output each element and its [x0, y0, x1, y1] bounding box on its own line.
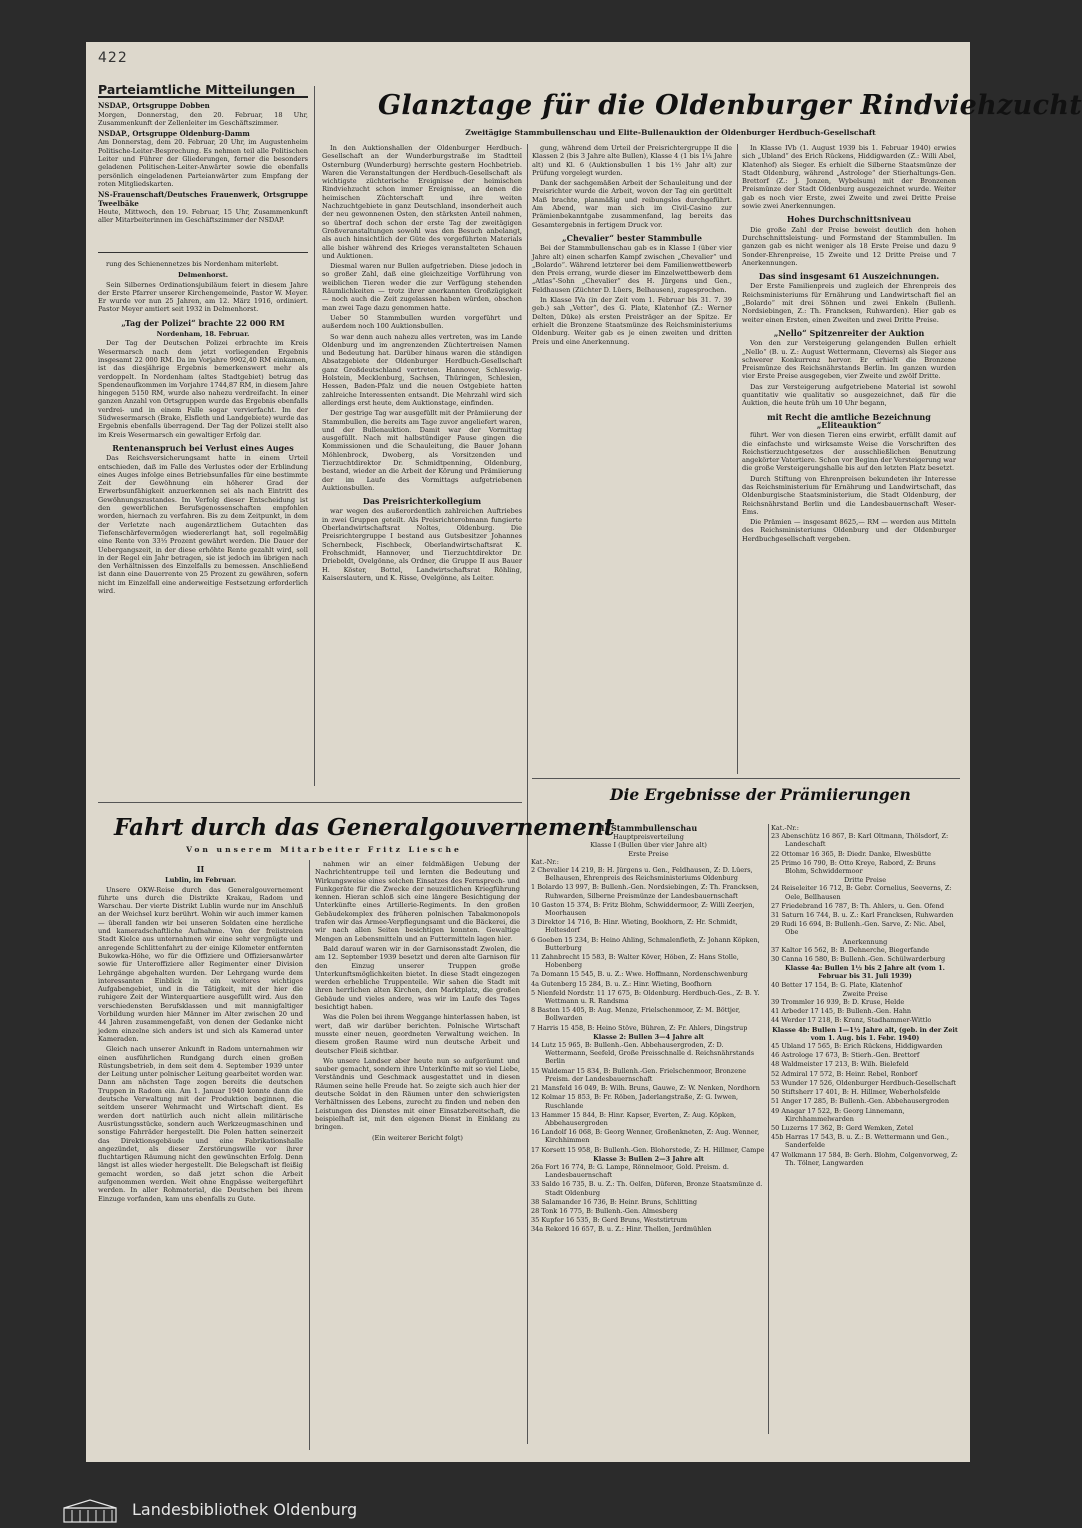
results-kat-label: Kat.-Nr.:	[771, 824, 799, 832]
article-text: nahmen wir an einer feldmäßigen Uebung der Nachrichtentruppe teil und lernten die Bedeutung und Wirkungsweise eines solchen Einsatzes des Fernsprech- und Funkgeräte für die Zwecke der neuzeitlichen Kriegführung kennen. Hieran schloß sich eine längere Besichtigung der Unterkünfte eines Artillerie-Regiments. In den großen Gebäudekomplex des früheren polnischen Tabakmonopols trafen wir das Armee-Verpflegungsamt und die Bäckerei, die wir nach allen Seiten besichtigen konnten. Gewaltige Mengen an Lebensmitteln und an Futtermitteln lagen hier.	[315, 860, 520, 943]
results-prize-label: Anerkennung	[842, 937, 888, 946]
results-class-title: Klasse 4b: Bullen 1—1½ Jahre alt, (geb. in der Zeit vom 1. Aug. bis 1. Febr. 1940)	[772, 1025, 958, 1042]
article-text: Von den zur Versteigerung gelangenden Bullen erhielt „Nello“ (B. u. Z.: August Wettermann, Cleverns) als Sieger aus schwerer Konkurrenz hervor. Er erhielt die Bronzene Preismünze des Reichsnährstands Berlin. Im ganzen wurden vier Erste Preise ausgegeben, vier Zweite und zwölf Dritte.	[742, 339, 956, 381]
result-entry: 52 Admiral 17 572, B: Heinr. Rebel, Ronborf	[771, 1069, 918, 1078]
column-divider	[309, 860, 310, 1450]
lower-article-column-1	[98, 860, 303, 1450]
article-text: In Klasse IVa (in der Zeit vom 1. Februar bis 31. 7. 39 geb.) sah „Vetter“, des G. Plate, Klatenhof (Z.: Werner Delten, Düke) als ersten Preisträger an der Spitze. Er erhielt die Bronzene Staatsmünze des Reichsministeriums Oldenburg. Weiter gab es je einen zweiten und dritten Preis und eine Anerkennung.	[532, 296, 732, 346]
article-heading: „Tag der Polizei“ brachte 22 000 RM	[121, 317, 285, 328]
result-entry: 7a Domann 15 545, B. u. Z.: Wwe. Hoffmann, Nordenschwenburg	[531, 970, 748, 979]
result-entry: 12 Kolmar 15 853, B: Fr. Röben, Jaderlangstraße, Z: G. Iwwen, Ruschlande	[531, 1093, 739, 1110]
result-entry: 41 Arbeder 17 145, B: Bullenh.-Gen. Hahn	[771, 1007, 912, 1016]
result-entry: 50 Stiftsherr 17 401, B: H. Hillmer, Weberholsfelde	[771, 1088, 941, 1097]
result-entry: 2 Chevalier 14 219, B: H. Jürgens u. Gen., Feldhausen, Z: D. Lüers, Belhausen, Ehrenpreis des Reichsministeriums Oldenburg	[531, 866, 753, 883]
results-list-left	[531, 824, 766, 1434]
result-entry: 16 Landolf 16 068, B: Georg Wenner, Großenkneten, Z: Aug. Wenner, Kirchhimmen	[531, 1128, 760, 1145]
article-text: Der gestrige Tag war ausgefüllt mit der Prämiierung der Stammbullen, die bereits am Tage zuvor angeliefert waren, und der Bullenauktion. Damit war der Vormittag ausgefüllt. Nach mit halbstündiger Pause gingen die Kommissionen und die Schauleitung, die Bauer Johann Möhlenbrock, Dwoberg, als Vorsitzenden und Tierzuchtdirektor Dr. Schmidtpenning, Oldenburg, bestand, wieder an die Arbeit der Körung und Prämiierung der im Laufe des Vormittags aufgetriebenen Auktionsbullen.	[322, 409, 522, 492]
dateline: Nordenham, 18. Februar.	[156, 330, 250, 339]
article-text: In Klasse IVb (1. August 1939 bis 1. Februar 1940) erwies sich „Ubland“ des Erich Rückens, Hiddigwarden (Z.: Willi Abel, Klatenhof) als Sieger. Es erhielt die Silberne Staatsmünze der Stadt Oldenburg, während „Astrologe“ der Stierhaltungs-Gen. Brettorf (Z.: J. Jonzen, Wybelsum) mit der Bronzenen Preismünze der Stadt Oldenburg ausgezeichnet wurde. Weiter gab es noch vier Erste, zwei Zweite und zwei Dritte Preise sowie zwei Anerkennungen.	[742, 144, 956, 211]
result-entry: 17 Korsett 15 958, B: Bullenh.-Gen. Blohorstede, Z: H. Hillmer, Campe	[531, 1145, 765, 1154]
library-name: Landesbibliothek Oldenburg	[132, 1500, 358, 1519]
notice-item	[98, 191, 308, 224]
result-entry: 38 Salamander 16 736, B: Heinr. Bruns, Schlitting	[531, 1197, 698, 1206]
article-text: Unsere OKW-Reise durch das Generalgouvernement führte uns durch die Distrikte Krakau, Radom und Warschau. Der vierte Distrikt Lublin wurde nur im Anschluß an der Weichsel kurz berührt. Wohin wir auch immer kamen — überall fanden wir bei unseren Soldaten eine herzliche und kameradschaftliche Aufnahme. Von der freiistreien Stadt Kielce aus unternahmen wir eine sehr vergnügte und anregende Schlittenfahrt zu der einige Kilometer entfernten Bukowka-Höhe, wo für die Offiziere und Offiziersanwärter sowie für Unteroffiziere aller Regimenter einer Division Lehrgänge abgehalten wurden. Der Lehrgang wurde dem interessanten Einblick in ein weiteres wichtiges Aufgabengebiet, und in die Tätigkeit, mit der hier die ruhigere Zeit der Winterquartiere ausgefüllt wird. Aus den verschiedensten Berufsklassen und mit mannigfaltiger Vorbildung wurden hier Männer im Alter zwischen 20 und 44 Jahren zusammengefaßt, von denen der Gedanke nicht jedem einzelne sich anders ist und sich als Kamerad unter Kameraden.	[98, 885, 303, 1043]
article-text: Die Prämien — insgesamt 8625,— RM — werden aus Mitteln des Reichsministeriums Oldenburg und der Oldenburger Herdbuchgesellschaft vergeben.	[742, 518, 956, 543]
result-entry: 5 Nienfeld Nordstr. 11 17 675, B: Oldenburg. Herdbuch-Ges., Z: B. Y. Wettmann u. R. Randsma	[531, 988, 760, 1006]
result-entry: 35 Kupfer 16 535, B: Gerd Bruns, Weststirtrum	[531, 1216, 687, 1225]
article-text: Der Tag der Deutschen Polizei erbrachte im Kreis Wesermarsch nach dem jetzt vorliegenden Ergebnis insgesamt 22 000 RM. Da im Vorjahre 9902,40 RM einkamen, ist das diesjährige Ergebnis bemerkenswert mehr als verdoppelt. In Nordenham (altes Stadtgebiet) betrug das Spendenaufkommen im Vorjahre 1744,87 RM, in diesem Jahre hingegen 5150 RM, wurde also nahezu verdreifacht. In einer ganzen Anzahl von Ortsgruppen wurde das Ergebnis ebenfalls verdrei- und in einem Falle sogar vervierfacht. Im der Südwesermarsch (Brake, Elsfleth und Landgebiete) wurde das Ergebnis ebenfalls überragend. Der Tag der Polizei stellt also im Kreis Wesermarsch ein gewaltiger Erfolg dar.	[98, 339, 308, 439]
article-text: Diesmal waren nur Bullen aufgetrieben. Diese jedoch in so großer Zahl, daß eine gleichzeitige Vorführung von weiblichen Tieren weder die zur Verfügung stehenden Räumlichkeiten — trotz ihrer anerkannten Großzügigkeit — noch auch die Zeit zugelassen haben würden, obschon man zwei Tage dazu genommen hatte.	[322, 262, 522, 312]
result-entry: 10 Gaston 15 374, B: Fritz Blohm, Schwiddermoor, Z: Willi Zeerjen, Moorhausen	[531, 900, 755, 918]
article-text: Bald darauf waren wir in der Garnisonsstadt Zwolen, die am 12. September 1939 besetzt und deren alte Garnison für den Einzug unserer Truppen große Unterkunftsmöglichkeiten bietet. In diese Stadt eingezogen werden erhebliche Truppenteile. Wir sahen die Stadt mit ihren herrlichen alten Kirchen, den Marktplatz, die großen Gebäude und vieles andere, was wir im Laufe des Tages besichtigt haben.	[315, 944, 520, 1012]
article-text: In den Auktionshallen der Oldenburger Herdbuch-Gesellschaft an der Wunderburgstraße im Stadtteil Osternburg (Wunderburg) herrschte gestern Hochbetrieb. Waren die Veranstaltungen der Herdbuch-Gesellschaft als wichtigste züchterische Ereignisse der heimischen Rindviehzucht schon immer Ereignisse, an denen die heimischen Züchterschaft und ihre weiten Nachzuchtgebiete in ganz Deutschland, insonderheit auch der neu gewonnenen Osten, den stärksten Anteil nahmen, so übertraf doch schon der erste Tag der zweitägigen Großveranstaltungen sowohl was den Besuch anbelangt, als auch hinsichtlich der Güte des vorgeführten Materials alle bisher während des Krieges veranstalteten Schauen und Auktionen.	[322, 144, 522, 260]
result-entry: 33 Saldo 16 735, B. u. Z.: Th. Oelfen, Düferen, Bronze Staatsmünze d. Stadt Oldenburg	[531, 1180, 763, 1197]
result-entry: 6 Goeben 15 234, B: Heino Ahling, Schmalenfleth, Z: Johann Köpken, Butterburg	[531, 935, 760, 952]
result-entry: 4a Gutenberg 15 284, B. u. Z.: Hinr. Wieting, Boofhorn	[531, 979, 712, 988]
result-entry: 51 Anger 17 285, B: Bullenh.-Gen. Abbehausergroden	[771, 1097, 950, 1106]
result-entry: 21 Mansfeld 16 049, B: Wilh. Bruns, Gauwe, Z: W. Nenken, Nordhorn	[531, 1084, 760, 1093]
library-footer	[0, 1494, 1000, 1528]
notice-body: Am Donnerstag, dem 20. Februar, 20 Uhr, im Augustenheim Politische-Leiter-Besprechung. Es nehmen teil alle Politischen Leiter und Führer der Gliederungen, ferner die besonders geladenen Politischen-Leiter-Anwärter sowie die ebenfalls persönlich eingeladenen Parteianwärter zum Empfang der roten Mitgliedskarten.	[98, 138, 308, 188]
results-section-title: 1. Stammbullenschau	[599, 823, 698, 833]
result-entry: 24 Reiseleiter 16 712, B: Gebr. Cornelius, Seeverns, Z: Oele, Bellhausen	[771, 884, 952, 901]
results-list-right	[771, 824, 959, 1434]
article-subheading: Hohes Durchschnittsniveau	[786, 214, 912, 225]
notice-title: NSDAP., Ortsgruppe Oldenburg-Damm	[98, 129, 250, 139]
result-entry: 49 Anagar 17 522, B: Georg Linnemann, Kirchhammelwarden	[771, 1106, 905, 1123]
article-text: rung des Schienennetzes bis Nordenham miterlebt.	[106, 260, 279, 268]
newspaper-page	[86, 42, 1082, 1462]
article-subheading: „Chevalier“ bester Stammbulle	[562, 232, 702, 243]
main-article-column-3	[742, 144, 956, 774]
result-entry: 11 Zahnbrecht 15 583, B: Walter Köver, Höben, Z: Hans Stolle, Hobenberg	[531, 953, 739, 970]
main-article-column-1	[322, 144, 522, 796]
notice-item	[98, 130, 308, 188]
result-entry: 7 Harris 15 458, B: Heino Stöve, Bühren, Z: Fr. Ahlers, Dingstrup	[531, 1023, 748, 1032]
result-entry: 34a Rekord 16 657, B. u. Z.: Hinr. Thellen, Jerdmühlen	[531, 1225, 712, 1234]
column-divider	[768, 824, 769, 1434]
article-subheading: mit Recht die amtliche Bezeichnung „Eliteauktion“	[767, 411, 931, 430]
result-entry: 26a Fort 16 774, B: G. Lampe, Rönnelmoor, Gold. Preism. d. Landesbauernschaft	[531, 1162, 729, 1180]
column-divider	[737, 144, 738, 774]
article-text: Gleich nach unserer Ankunft in Radom unternahmen wir einen ausführlichen Rundgang durch einen großen Rüstungsbetrieb, in dem seit dem 4. September 1939 unter der Leitung unter polnischer Leitung gearbeitet worden war. Dann am nächsten Tage zogen bereits die deutschen Truppen in Radom ein. Am 1. Januar 1940 konnte dann die deutsche Verwaltung mit der Produktion beginnen, die seitdem unserer Wehrmacht und Wirtschaft dient. Es werden dort natürlich auch nicht allein militärische Ausrüstungsstücke, sondern auch Werkzeugmaschinen und sonstige Fahrräder hergestellt. Die Polen hatten seinerzeit das Direktionsgebäude und eine Fabrikationshalle angezündet, als dieser Zerstörungswille vor ihrer fluchtartigen Räumung nicht den gewünschten Erfolg. Denn längst ist alles wieder hergestellt. Die Belegschaft ist fleißig gemacht worden, so daß jetzt schon die Arbeit aufgenommen werden. Weit ohne Engpässe weitergeführt werden. In aller Rohmaterial, die Deutschen bei ihrem Einzuge vorfanden, kam uns ebenfalls zu Gute.	[98, 1045, 303, 1203]
article-text: gung, während dem Urteil der Preisrichtergruppe II die Klassen 2 (bis 3 Jahre alte Bullen), Klasse 4 (1 bis 1¼ Jahre alt) und Kl. 6 (Auktionsbullen 1 bis 1½ Jahr alt) zur Prüfung vorgelegt wurden.	[532, 144, 732, 177]
article-text: Was die Polen bei ihrem Weggange hinterlassen haben, ist wert, daß wir darüber berichten. Polnische Wirtschaft musste einer neuen, geordneten Verwaltung weichen. In diesem großen Raume wird nun deutsche Arbeit und deutscher Fleiß sichtbar.	[315, 1013, 520, 1055]
lower-headline: Fahrt durch das Generalgouvernement	[114, 814, 615, 841]
result-entry: 27 Friedebrand 16 787, B: Th. Ahlers, u. Gen. Ofend	[771, 901, 944, 910]
section-divider	[532, 778, 960, 779]
results-class-title: Klasse 4a: Bullen 1½ bis 2 Jahre alt (vom 1. Februar bis 31. Juli 1939)	[785, 964, 945, 981]
result-entry: 53 Wunder 17 526, Oldenburger Herdbuch-Gesellschaft	[771, 1078, 957, 1087]
article-subheading: Das Preisrichterkollegium	[362, 496, 482, 507]
result-entry: 3 Direktor 14 716, B: Hinr. Wieting, Bookhorn, Z: Hr. Schmidt, Holtesdorf	[531, 918, 738, 935]
result-entry: 48 Waldmeister 17 213, B: Wilh. Bielefeld	[771, 1060, 909, 1069]
result-entry: 15 Waldemar 15 834, B: Bullenh.-Gen. Frielschenmoor, Bronzene Preism. der Landesbauernschaft	[531, 1066, 747, 1083]
continued-note: (Ein weiterer Bericht folgt)	[371, 1133, 463, 1142]
article-text: Dank der sachgemäßen Arbeit der Schauleitung und der Preisrichter wurde die Arbeit, wovon der Tag ein gerüttelt Maß brachte, planmäßig und reibungslos durchgeführt. Am Abend, war man sich im Civil-Casino zur Prämienbekanntgabe zusammenfand, lag bereits das Gesamtergebnis in fertigem Druck vor.	[532, 179, 732, 229]
article-text: Durch Stiftung von Ehrenpreisen bekundeten ihr Interesse das Reichsministerium für Ernährung und Landwirtschaft, das Oldenburgische Staatsministerium, die Stadt Oldenburg, der Reichsnährstand Berlin und die Landesbauernschaft Weser-Ems.	[742, 474, 956, 516]
article-text: Die große Zahl der Preise beweist deutlich den hohen Durchschnittsleistung- und Formstand der Stammbullen. Im ganzen gab es nicht weniger als 18 Erste Preise und dazu 9 Sonder-Ehrenpreise, 15 Zweite und 12 Dritte Preise und 7 Anerkennungen.	[742, 225, 956, 267]
result-entry: 44 Werder 17 218, B: Kranz, Stadhammer-Wittlo	[771, 1016, 932, 1025]
result-entry: 1 Bolardo 13 997, B: Bullenh.-Gen. Nordsiebingen, Z: Th. Francksen, Ruhwarden, Silberne Preismünze der Landesbauernschaft	[531, 883, 759, 900]
results-section-sub: Hauptpreisverteilung	[613, 833, 684, 842]
result-entry: 25 Primo 16 790, B: Otto Kreye, Rabord, Z: Bruns Blohm, Schwiddermoor	[771, 858, 936, 876]
result-entry: 29 Rudi 16 694, B: Bullenh.-Gen. Sarve, Z: Nic. Abel, Obe	[771, 920, 946, 937]
article-text: führt. Wer von diesen Tieren eins erwirbt, erfüllt damit auf die einfachste und wirksamste Weise die Vorschriften des Reichstierzuchtgesetzes der ausschließlichen Benutzung angekörter Vatertiere. Schon vor Beginn der Versteigerung war die große Versteigerungshalle bis auf den letzten Platz besetzt.	[742, 431, 956, 473]
results-class-title: Klasse I (Bullen über vier Jahre alt)	[590, 841, 707, 850]
article-text: Ueber 50 Stammbullen wurden vorgeführt und außerdem noch 100 Auktionsbullen.	[322, 313, 522, 331]
result-entry: 50 Luzerns 17 362, B: Gerd Wemken, Zetel	[771, 1123, 914, 1132]
notice-body: Morgen, Donnerstag, den 20. Februar, 18 Uhr, Zusammenkunft der Zellenleiter im Geschäftszimmer.	[98, 110, 308, 127]
result-entry: 40 Better 17 154, B: G. Plate, Klatenhof	[771, 980, 903, 989]
main-headline: Glanztage für die Oldenburger Rindviehzucht	[378, 90, 1082, 121]
notice-item	[98, 102, 308, 127]
result-entry: 39 Trommler 16 939, B: D. Kruse, Helde	[771, 998, 905, 1007]
results-class-title: Klasse 3: Bullen 2—3 Jahre alt	[593, 1154, 704, 1163]
city-heading: Delmenhorst.	[177, 271, 229, 280]
lower-article-column-2	[315, 860, 520, 1450]
results-class-title: Klasse 2: Bullen 3—4 Jahre alt	[593, 1032, 704, 1041]
article-text: Wo unsere Landser aber heute nun so aufgeräumt und sauber gemacht, sondern ihre Unterkünfte mit so viel Liebe, Verständnis und Geschmack ausgestattet und in diesen Räumen seine helle Freude hat. So zeigte sich auch hier der deutsche Soldat in den Räumen unter den schwierigsten Verhältnissen des Lebens, zurecht zu finden und neben den Leistungen des Dienstes mit einer Einsatzbereitschaft, die beispielhaft ist, mit den eigenen Dienst in Einklang zu bringen.	[315, 1056, 520, 1132]
article-text: Bei der Stammbullenschau gab es in Klasse I (über vier Jahre alt) einen scharfen Kampf zwischen „Chevalier“ und „Bolardo“. Während letzterer bei dem Familienwettbewerb den Preis errang, wurde dieser im Einzelwettbewerb dem „Atlas“-Sohn „Chevalier“ des H. Jürgens und Gen., Feldhausen (Züchter D. Lüers, Belhausen), zugesprochen.	[532, 244, 732, 294]
result-entry: 14 Lutz 15 965, B: Bullenh.-Gen. Abbehausergroden, Z: D. Wettermann, Seefeld, Große Preisschnalle d. Reichsnährstands Berlin	[531, 1041, 755, 1066]
lower-byline: Von unserem Mitarbeiter Fritz Liesche	[186, 845, 462, 854]
article-heading: Rentenanspruch bei Verlust eines Auges	[112, 442, 294, 453]
party-notices-box	[98, 82, 308, 253]
column-divider	[314, 86, 315, 786]
main-subheadline: Zweitägige Stammbullenschau und Elite-Bullenauktion der Oldenburger Herdbuch-Gesellschaft	[465, 128, 876, 137]
notice-title: NSDAP., Ortsgruppe Dobben	[98, 101, 210, 111]
result-entry: 31 Saturn 16 744, B. u. Z.: Karl Francksen, Ruhwarden	[771, 911, 954, 920]
main-article-column-2	[532, 144, 732, 774]
column-divider	[527, 144, 528, 1444]
result-entry: 47 Wolkmann 17 584, B: Gerh. Blohm, Colgenvorweg, Z: Th. Tölner, Langwarden	[771, 1150, 958, 1167]
result-entry: 28 Tonk 16 775, B: Bullenh.-Gen. Almesberg	[531, 1206, 678, 1215]
result-entry: 30 Canna 16 580, B: Bullenh.-Gen. Schülwarderburg	[771, 955, 946, 964]
results-prize-label: Erste Preise	[628, 849, 669, 858]
article-subheading: Das sind insgesamt 61 Auszeichnungen.	[758, 271, 940, 282]
article-text: Sein Silbernes Ordinationsjubiläum feiert in diesem Jahre der Erste Pfarrer unserer Kirchengemeinde, Pastor W. Meyer. Er wurde vor nun 25 Jahren, am 12. März 1916, ordiniert. Pastor Meyer amtiert seit 1932 in Delmenhorst.	[98, 280, 308, 314]
party-notices-title: Parteiamtliche Mitteilungen	[98, 86, 308, 98]
page-number: 422	[98, 50, 128, 66]
article-text: war wegen des außerordentlich zahlreichen Auftriebes in zwei Gruppen geteilt. Als Preisrichterobmann fungierte Oberlandwirtschaftsrat Noltes, Oldenburg. Die Preisrichtergruppe I bestand aus Gutsbesitzer Johannes Schernbeck, Fischbeck, Oberlandwirtschaftsrat K. Frohschmidt, Hannover, und Tierzuchtdirektor Dr. Drieboldt, Ovelgönne, als Ordner, die Gruppe II aus Bauer H. Köster, Bottel, Landwirtschaftsrat Röhling, Kaiserslautern, und K. Risse, Ovelgönne, als Leiter.	[322, 507, 522, 582]
result-entry: 23 Abenschütz 16 867, B: Karl Oltmann, Thölsdorf, Z: Landeschaft	[771, 832, 949, 849]
section-divider	[98, 802, 522, 803]
result-entry: 46 Astrologe 17 673, B: Stierh.-Gen. Brettorf	[771, 1051, 920, 1060]
results-prize-label: Dritte Preise	[843, 876, 887, 885]
article-text: So war denn auch nahezu alles vertreten, was im Lande Oldenburg und im angrenzenden Züchtertreisen Namen und Bedeutung hat. Darüber hinaus waren die ständigen Absatzgebiete der Oldenburger Herdbuch-Gesellschaft ganz Großdeutschland vertreten. Hannover, Schleswig-Holstein, Mecklenburg, Sachsen, Thüringen, Schlesien, Hessen, Baden-Pfalz und die neuen Ostgebiete hatten zahlreiche Interessenten entsandt. Die Mehrzahl wird sich allerdings erst heute, dem Auktionstage, einfinden.	[322, 332, 522, 407]
section-number: II	[196, 864, 205, 874]
dateline: Lublin, im Februar.	[164, 876, 237, 885]
article-subheading: „Nello“ Spitzenreiter der Auktion	[773, 327, 925, 338]
article-text: Der Erste Familienpreis und zugleich der Ehrenpreis des Reichsministeriums für Ernährung und Landwirtschaft fiel an „Bolardo“ mit drei Söhnen und zwei Enkeln (Bullenh. Nordsiebingen, Z.: Th. Francksen, Ruhwarden). Hier gab es weiter einen Ersten, einen Zweiten und zwei Dritte Preise.	[742, 282, 956, 324]
result-entry: 45 Ubland 17 565, B: Erich Rückens, Hiddigwarden	[771, 1042, 943, 1051]
article-text: Das Reichsversicherungsamt hatte in einem Urteil entschieden, daß im Falle des Verlustes oder der Erblindung eines Auges infolge eines Betriebsunfalles für eine bestimmte Zeit der Gewöhnung ein höherer Grad der Erwerbsunfähigkeit anzuerkennen sei als nach Eintritt des Gewöhnungszustandes. Im Verfolg dieser Entscheidung ist den gewerblichen Berufsgenossenschaften empfohlen worden, hiernach zu verfahren. Bis zu dem Zeitpunkt, in dem der Verletzte nach augenärztlichem Gutachten das Tiefenschärfevermögen wiedererlangt hat, soll regelmäßig eine Rente von 33⅓ Prozent gewährt werden. Die Dauer der Uebergangszeit, in der diese erhöhte Rente gezahlt wird, soll in der Regel ein Jahr betragen, sie ist jedoch im übrigen nach den Verhältnissen des Einzelfalls zu bemessen. Anschließend ist dann eine Dauerrente von 25 Prozent zu gewähren, sofern nicht im Einzelfall eine anderweitige Festsetzung erforderlich wird.	[98, 454, 308, 595]
result-entry: 8 Basten 15 405, B: Aug. Menze, Frielschenmoor, Z: M. Böttjer, Bollwarden	[531, 1006, 741, 1023]
library-building-logo-icon	[62, 1498, 118, 1524]
result-entry: 22 Ottomar 16 365, B: Diedr. Danke, Elwesbütte	[771, 849, 931, 858]
local-news-column	[98, 260, 308, 786]
result-entry: 45b Harras 17 543, B. u. Z.: B. Wettermann und Gen., Sanderfelde	[771, 1133, 949, 1150]
notice-title: NS-Frauenschaft/Deutsches Frauenwerk, Ortsgruppe Tweelbäke	[98, 190, 308, 208]
result-entry: 13 Hammer 15 844, B: Hinr. Kapser, Everten, Z: Aug. Köpken, Abbehausergroden	[531, 1110, 737, 1127]
notice-body: Heute, Mittwoch, den 19. Februar, 15 Uhr, Zusammenkunft aller Mitarbeiterinnen im Geschäftszimmer der NSDAP.	[98, 207, 308, 225]
result-entry: 37 Kaltor 16 562, B: B. Dehnerche, Biegerfande	[771, 945, 930, 954]
results-prize-label: Zweite Preise	[842, 989, 888, 998]
article-text: Das zur Versteigerung aufgetriebene Material ist sowohl quantitativ wie qualitativ so ausgezeichnet, daß für die Auktion, die heute früh um 10 Uhr begann,	[742, 382, 956, 408]
results-kat-label: Kat.-Nr.:	[531, 857, 559, 866]
results-headline: Die Ergebnisse der Prämiierungen	[610, 785, 911, 804]
